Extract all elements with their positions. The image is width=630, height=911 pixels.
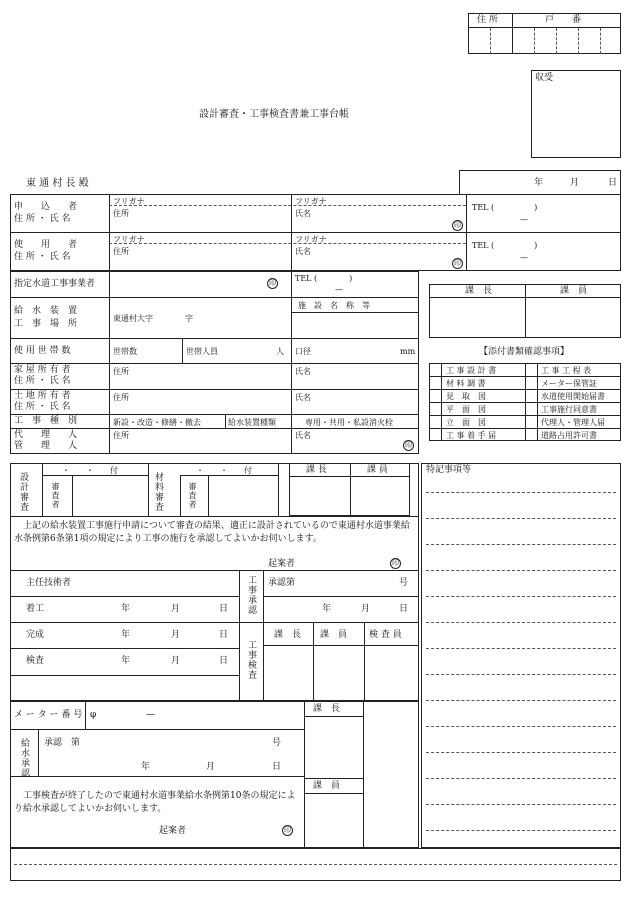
jusho-label: 住 所 — [477, 15, 498, 25]
approval-statement: 上記の給水装置工事施行申請について審査の結果、適正に設計されているので東通村水道事業給水条例第6条第1項の規定により工事の施行を承認してよいかお伺いします。 — [14, 521, 410, 544]
seal-icon: 印 — [269, 279, 276, 287]
meter-box — [10, 701, 419, 848]
supply-statement: 工事検査が終了したので東通村水道事業給水条例第10条の規定により給水承認してよいかお伺いします。 — [14, 791, 296, 814]
kohan-label: 戸 番 — [545, 15, 582, 25]
form-title: 設計審査・工事検査書兼工事台帳 — [199, 109, 349, 120]
seal-icon: 印 — [454, 221, 461, 229]
user-label2: 住 所 ・ 氏 名 — [14, 252, 71, 262]
user-label1: 使 用 者 — [14, 240, 78, 250]
seal-icon: 印 — [405, 441, 412, 449]
receipt-label: 収受 — [535, 73, 554, 83]
seal-icon: 印 — [392, 559, 399, 567]
seal-icon: 印 — [284, 826, 291, 834]
applicant-label2: 住 所 ・ 氏 名 — [14, 214, 71, 224]
attach-title: 【添付書類確認事項】 — [479, 347, 570, 357]
addressee: 東 通 村 長 殿 — [26, 178, 89, 189]
notes-box — [421, 463, 621, 848]
seal-icon: 印 — [454, 259, 461, 267]
applicant-label1: 申 込 者 — [14, 202, 78, 212]
